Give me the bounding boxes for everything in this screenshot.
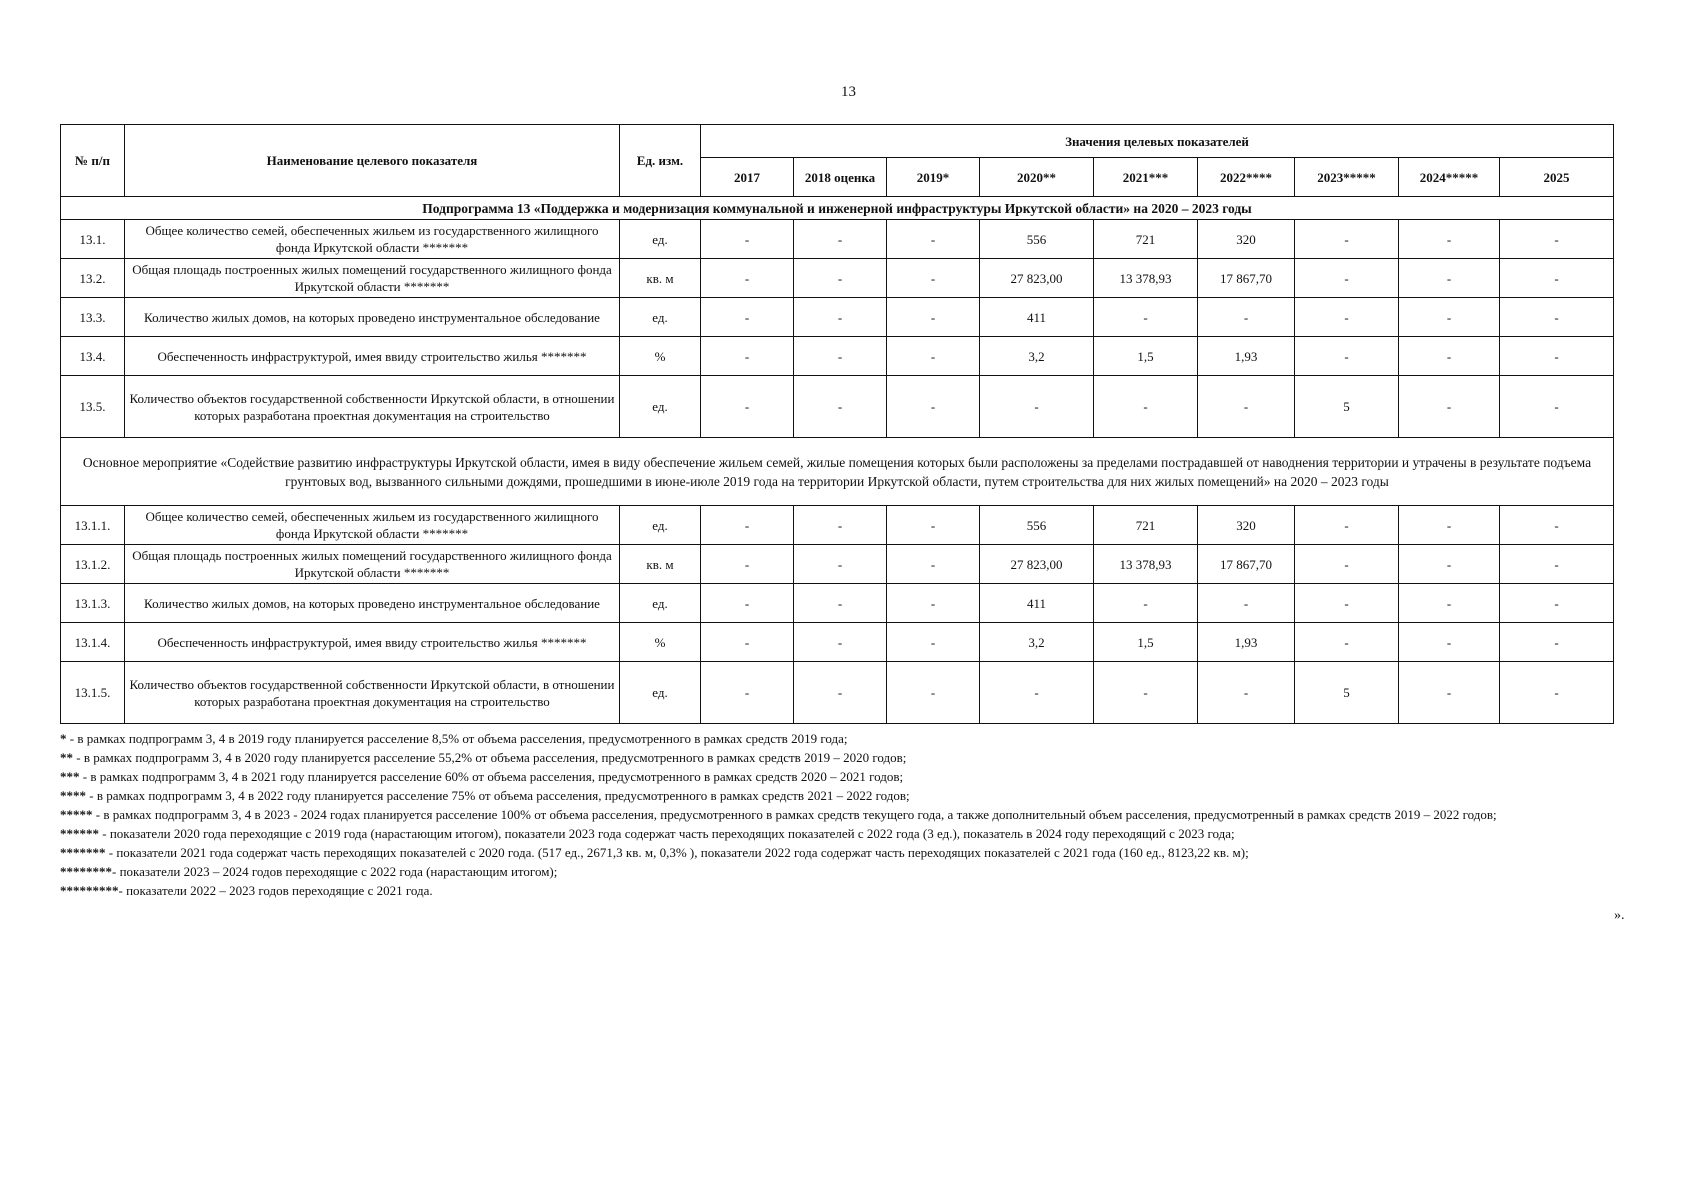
value-cell: - xyxy=(1399,584,1500,623)
value-cell: - xyxy=(1500,220,1614,259)
value-cell: - xyxy=(701,545,794,584)
header-values-group: Значения целевых показателей xyxy=(701,125,1614,158)
value-cell: - xyxy=(794,259,887,298)
value-cell: - xyxy=(794,506,887,545)
value-cell: - xyxy=(1295,337,1399,376)
table-header xyxy=(61,125,1614,197)
value-cell: 556 xyxy=(980,506,1094,545)
value-cell: - xyxy=(980,376,1094,438)
indicator-name: Общее количество семей, обеспеченных жильем из государственного жилищного фонда Иркутской области ******* xyxy=(125,220,620,259)
footnote-mark: ****** xyxy=(60,826,99,841)
value-cell: 721 xyxy=(1094,220,1198,259)
value-cell: - xyxy=(1198,376,1295,438)
value-cell: - xyxy=(1399,506,1500,545)
header-year: 2017 xyxy=(701,158,794,197)
value-cell: - xyxy=(1295,220,1399,259)
value-cell: 5 xyxy=(1295,376,1399,438)
value-cell: - xyxy=(1399,623,1500,662)
header-year: 2024***** xyxy=(1399,158,1500,197)
header-year: 2022**** xyxy=(1198,158,1295,197)
footnote-text: - показатели 2023 – 2024 годов переходящие с 2022 года (нарастающим итогом); xyxy=(112,864,558,879)
indicator-name: Общая площадь построенных жилых помещений государственного жилищного фонда Иркутской области ******* xyxy=(125,259,620,298)
value-cell: - xyxy=(1399,298,1500,337)
value-cell: - xyxy=(887,662,980,724)
unit-cell: ед. xyxy=(620,662,701,724)
value-cell: - xyxy=(1295,259,1399,298)
value-cell: 13 378,93 xyxy=(1094,545,1198,584)
row-num: 13.5. xyxy=(61,376,125,438)
footnote-text: - показатели 2022 – 2023 годов переходящие с 2021 года. xyxy=(118,883,433,898)
table-row xyxy=(61,337,1614,376)
value-cell: - xyxy=(1295,298,1399,337)
value-cell: - xyxy=(1500,584,1614,623)
header-year: 2018 оценка xyxy=(794,158,887,197)
unit-cell: ед. xyxy=(620,376,701,438)
row-num: 13.4. xyxy=(61,337,125,376)
value-cell: 27 823,00 xyxy=(980,545,1094,584)
indicators-table xyxy=(60,124,1614,724)
value-cell: 13 378,93 xyxy=(1094,259,1198,298)
footnote-mark: *** xyxy=(60,769,80,784)
value-cell: 3,2 xyxy=(980,623,1094,662)
footnote-text: - показатели 2020 года переходящие с 2019 года (нарастающим итогом), показатели 2023 года содержат часть переходящих показателей с 2022 года (3 ед.), показатель в 2024 году переходящий с 2023 года; xyxy=(99,826,1235,841)
value-cell: 411 xyxy=(980,584,1094,623)
value-cell: - xyxy=(1500,662,1614,724)
value-cell: - xyxy=(887,220,980,259)
value-cell: - xyxy=(1295,584,1399,623)
value-cell: - xyxy=(701,337,794,376)
value-cell: - xyxy=(1295,623,1399,662)
footnote-mark: ** xyxy=(60,750,73,765)
footnote-text: - в рамках подпрограмм 3, 4 в 2023 - 2024 годах планируется расселение 100% от объема расселения, предусмотренного в рамках средств текущего года, а также дополнительный объем расселения, предусмотренный в рамках средств 2019 – 2022 годов; xyxy=(92,807,1497,822)
value-cell: 17 867,70 xyxy=(1198,545,1295,584)
row-num: 13.1. xyxy=(61,220,125,259)
footnote-text: - в рамках подпрограмм 3, 4 в 2022 году планируется расселение 75% от объема расселения, предусмотренного в рамках средств 2021 – 2022 годов; xyxy=(86,788,910,803)
value-cell: 1,5 xyxy=(1094,623,1198,662)
closing-quote: ». xyxy=(1614,908,1625,923)
value-cell: - xyxy=(794,623,887,662)
footnote xyxy=(60,748,1620,767)
value-cell: - xyxy=(1500,376,1614,438)
value-cell: 17 867,70 xyxy=(1198,259,1295,298)
value-cell: - xyxy=(887,337,980,376)
value-cell: - xyxy=(1500,545,1614,584)
value-cell: - xyxy=(1094,298,1198,337)
table-row xyxy=(61,584,1614,623)
value-cell: 411 xyxy=(980,298,1094,337)
value-cell: - xyxy=(1198,298,1295,337)
row-num: 13.1.3. xyxy=(61,584,125,623)
main-event-row xyxy=(61,438,1614,506)
value-cell: - xyxy=(1500,259,1614,298)
footnotes xyxy=(60,729,1620,900)
indicator-name: Количество жилых домов, на которых проведено инструментальное обследование xyxy=(125,298,620,337)
value-cell: - xyxy=(794,545,887,584)
value-cell: - xyxy=(701,662,794,724)
value-cell: - xyxy=(701,220,794,259)
row-num: 13.1.1. xyxy=(61,506,125,545)
unit-cell: кв. м xyxy=(620,259,701,298)
value-cell: - xyxy=(1399,220,1500,259)
footnote-text: - в рамках подпрограмм 3, 4 в 2020 году планируется расселение 55,2% от объема расселения, предусмотренного в рамках средств 2019 – 2020 годов; xyxy=(73,750,907,765)
header-year: 2025 xyxy=(1500,158,1614,197)
page-number: 13 xyxy=(841,84,856,100)
value-cell: - xyxy=(1399,259,1500,298)
value-cell: - xyxy=(1094,376,1198,438)
indicator-name: Обеспеченность инфраструктурой, имея ввиду строительство жилья ******* xyxy=(125,623,620,662)
header-year: 2020** xyxy=(980,158,1094,197)
value-cell: - xyxy=(887,298,980,337)
value-cell: 1,93 xyxy=(1198,623,1295,662)
footnote-mark: **** xyxy=(60,788,86,803)
value-cell: - xyxy=(887,376,980,438)
value-cell: - xyxy=(1094,584,1198,623)
value-cell: - xyxy=(1399,545,1500,584)
value-cell: 1,5 xyxy=(1094,337,1198,376)
value-cell: - xyxy=(794,337,887,376)
unit-cell: ед. xyxy=(620,298,701,337)
footnote-mark: ********* xyxy=(60,883,119,898)
value-cell: - xyxy=(1198,584,1295,623)
footnote xyxy=(60,729,1620,748)
subprogram-row xyxy=(61,197,1614,220)
value-cell: - xyxy=(1500,298,1614,337)
value-cell: - xyxy=(1500,623,1614,662)
value-cell: - xyxy=(887,545,980,584)
value-cell: - xyxy=(887,259,980,298)
row-num: 13.1.4. xyxy=(61,623,125,662)
value-cell: - xyxy=(1198,662,1295,724)
table-row xyxy=(61,662,1614,724)
value-cell: - xyxy=(1399,376,1500,438)
value-cell: 320 xyxy=(1198,220,1295,259)
row-num: 13.3. xyxy=(61,298,125,337)
indicator-name: Количество объектов государственной собственности Иркутской области, в отношении которых разработана проектная документация на строительство xyxy=(125,662,620,724)
header-year: 2023***** xyxy=(1295,158,1399,197)
value-cell: 3,2 xyxy=(980,337,1094,376)
table-row xyxy=(61,623,1614,662)
footnote xyxy=(60,843,1620,862)
header-year: 2019* xyxy=(887,158,980,197)
footnote-mark: ******* xyxy=(60,845,106,860)
indicator-name: Количество объектов государственной собственности Иркутской области, в отношении которых разработана проектная документация на строительство xyxy=(125,376,620,438)
unit-cell: кв. м xyxy=(620,545,701,584)
footnote-text: - в рамках подпрограмм 3, 4 в 2019 году планируется расселение 8,5% от объема расселения, предусмотренного в рамках средств 2019 года; xyxy=(66,731,848,746)
value-cell: - xyxy=(1399,337,1500,376)
value-cell: - xyxy=(701,623,794,662)
unit-cell: ед. xyxy=(620,506,701,545)
footnote-text: - показатели 2021 года содержат часть переходящих показателей с 2020 года. (517 ед., 2671,3 кв. м, 0,3% ), показатели 2022 года содержат часть переходящих показателей с 2021 года (160 ед., 8123,22 кв. м); xyxy=(105,845,1249,860)
table-row xyxy=(61,259,1614,298)
row-num: 13.1.2. xyxy=(61,545,125,584)
value-cell: - xyxy=(1500,506,1614,545)
value-cell: 320 xyxy=(1198,506,1295,545)
value-cell: - xyxy=(794,298,887,337)
value-cell: - xyxy=(794,376,887,438)
footnote xyxy=(60,824,1620,843)
unit-cell: ед. xyxy=(620,220,701,259)
row-num: 13.1.5. xyxy=(61,662,125,724)
indicator-name: Обеспеченность инфраструктурой, имея ввиду строительство жилья ******* xyxy=(125,337,620,376)
value-cell: - xyxy=(701,376,794,438)
value-cell: - xyxy=(701,584,794,623)
indicator-name: Количество жилых домов, на которых проведено инструментальное обследование xyxy=(125,584,620,623)
value-cell: - xyxy=(794,662,887,724)
value-cell: 5 xyxy=(1295,662,1399,724)
value-cell: - xyxy=(1295,545,1399,584)
header-name: Наименование целевого показателя xyxy=(125,125,620,197)
value-cell: - xyxy=(1094,662,1198,724)
value-cell: - xyxy=(1399,662,1500,724)
value-cell: - xyxy=(1500,337,1614,376)
value-cell: - xyxy=(1295,506,1399,545)
unit-cell: % xyxy=(620,337,701,376)
footnote-mark: ******** xyxy=(60,864,112,879)
table-row xyxy=(61,506,1614,545)
value-cell: 721 xyxy=(1094,506,1198,545)
value-cell: - xyxy=(887,623,980,662)
indicator-name: Общая площадь построенных жилых помещений государственного жилищного фонда Иркутской области ******* xyxy=(125,545,620,584)
footnote xyxy=(60,881,1620,900)
value-cell: - xyxy=(887,506,980,545)
main-event-title: Основное мероприятие «Содействие развитию инфраструктуры Иркутской области, имея в виду обеспечение жильем семей, жилые помещения которых были расположены за пределами пострадавшей от наводнения территории и утрачены в результате подъема грунтовых вод, вызванного сильными дождями, прошедшими в июне-июле 2019 года на территории Иркутской области, путем строительства для них жилых помещений» на 2020 – 2023 годы xyxy=(61,438,1614,506)
value-cell: - xyxy=(887,584,980,623)
unit-cell: % xyxy=(620,623,701,662)
unit-cell: ед. xyxy=(620,584,701,623)
footnote-mark: * xyxy=(60,731,67,746)
value-cell: 556 xyxy=(980,220,1094,259)
footnote xyxy=(60,862,1620,881)
subprogram-title: Подпрограмма 13 «Поддержка и модернизация коммунальной и инженерной инфраструктуры Иркутской области» на 2020 – 2023 годы xyxy=(61,197,1614,220)
footnote xyxy=(60,786,1620,805)
value-cell: - xyxy=(794,220,887,259)
value-cell: - xyxy=(701,506,794,545)
table-row xyxy=(61,220,1614,259)
header-year: 2021*** xyxy=(1094,158,1198,197)
value-cell: 1,93 xyxy=(1198,337,1295,376)
value-cell: - xyxy=(701,298,794,337)
value-cell: 27 823,00 xyxy=(980,259,1094,298)
header-unit: Ед. изм. xyxy=(620,125,701,197)
footnote-text: - в рамках подпрограмм 3, 4 в 2021 году планируется расселение 60% от объема расселения, предусмотренного в рамках средств 2020 – 2021 годов; xyxy=(79,769,904,784)
footnote xyxy=(60,805,1620,824)
value-cell: - xyxy=(701,259,794,298)
footnote-mark: ***** xyxy=(60,807,93,822)
table-body xyxy=(61,197,1614,724)
table-row xyxy=(61,376,1614,438)
footnote xyxy=(60,767,1620,786)
header-num: № п/п xyxy=(61,125,125,197)
indicator-name: Общее количество семей, обеспеченных жильем из государственного жилищного фонда Иркутской области ******* xyxy=(125,506,620,545)
value-cell: - xyxy=(980,662,1094,724)
value-cell: - xyxy=(794,584,887,623)
table-row xyxy=(61,545,1614,584)
table-row xyxy=(61,298,1614,337)
row-num: 13.2. xyxy=(61,259,125,298)
